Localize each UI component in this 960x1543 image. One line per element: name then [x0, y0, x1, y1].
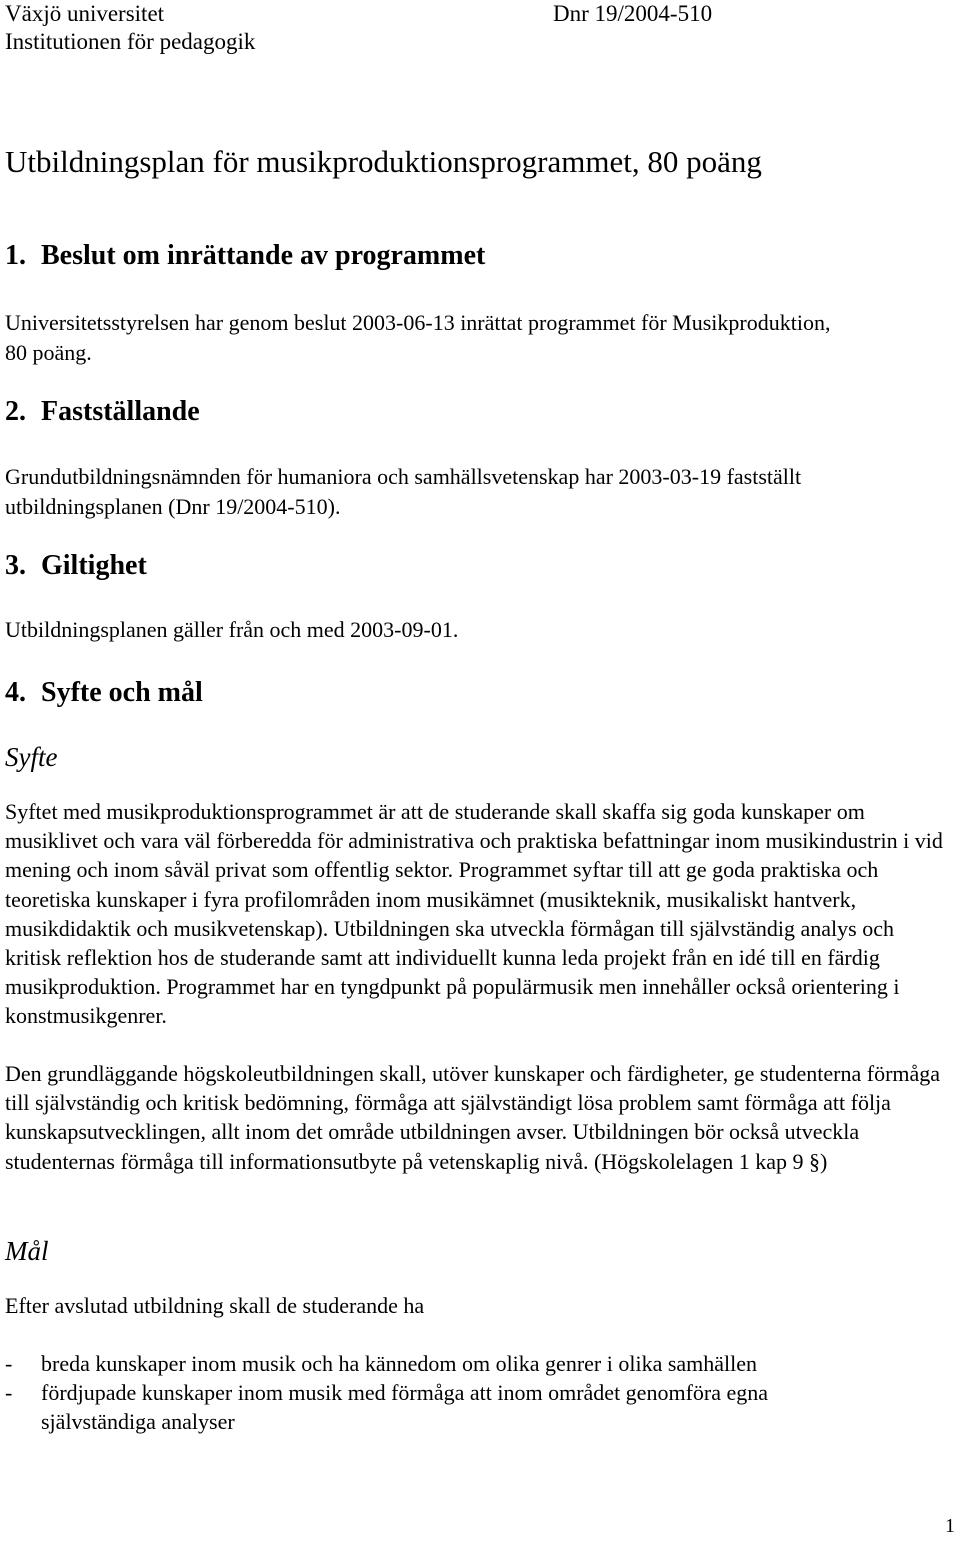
department-name: Institutionen för pedagogik	[5, 29, 256, 54]
section-number: 2.	[5, 396, 26, 427]
mal-intro: Efter avslutad utbildning skall de studerande ha	[5, 1293, 425, 1318]
section-1-text-line: Universitetsstyrelsen har genom beslut 2003-06-13 inrättat programmet för Musikproduktion,	[5, 310, 831, 335]
section-heading-4	[5, 676, 203, 710]
section-2-text-line: utbildningsplanen (Dnr 19/2004-510).	[5, 494, 341, 519]
section-number: 4.	[5, 677, 26, 708]
list-dash: -	[5, 1351, 13, 1376]
section-heading-3	[5, 549, 147, 583]
section-title: Syfte och mål	[41, 677, 203, 708]
syfte-paragraph-2: Den grundläggande högskoleutbildningen skall, utöver kunskaper och färdigheter, ge studenterna förmåga till självständig och kritisk bedömning, förmåga att självständigt lösa problem samt förmåga att följa kunskapsutvecklingen, allt inom det område utbildningen avser. Utbildningen bör också utveckla studenternas förmåga till informationsutbyte på vetenskaplig nivå. (Högskolelagen 1 kap 9 §)	[5, 1061, 941, 1174]
section-number: 3.	[5, 550, 26, 581]
syfte-paragraph-1: Syftet med musikproduktionsprogrammet är att de studerande skall skaffa sig goda kunskaper om musiklivet och vara väl förberedda för administrativa och praktiska befattningar inom musikindustrin i vid mening och inom såväl privat som offentlig sektor. Programmet syftar till att ge goda praktiska och teoretiska kunskaper i fyra profilområden inom musikämnet (musikteknik, musikaliskt hantverk, musikdidaktik och musikvetenskap). Utbildningen ska utveckla förmågan till självständig analys och kritisk reflektion hos de studerande samt att individuellt kunna leda projekt från en idé till en färdig musikproduktion. Programmet har en tyngdpunkt på populärmusik men innehåller också orientering i konstmusikgenrer.	[5, 799, 943, 1029]
list-item-text: breda kunskaper inom musik och ha kännedom om olika genrer i olika samhällen	[41, 1351, 758, 1376]
list-item	[5, 1349, 955, 1378]
section-3-text-line: Utbildningsplanen gäller från och med 2003-09-01.	[5, 617, 459, 642]
section-2-text-line: Grundutbildningsnämnden för humaniora och samhällsvetenskap har 2003-03-19 fastställt	[5, 464, 802, 489]
section-heading-2	[5, 395, 200, 429]
university-name: Växjö universitet	[5, 1, 165, 26]
section-title: Beslut om inrättande av programmet	[41, 240, 486, 271]
subheading-syfte: Syfte	[5, 742, 58, 772]
list-item	[5, 1378, 865, 1436]
reference-number: Dnr 19/2004-510	[553, 1, 713, 26]
section-number: 1.	[5, 240, 26, 271]
subheading-mal: Mål	[5, 1236, 49, 1266]
section-title: Fastställande	[41, 396, 200, 427]
page-number: 1	[945, 1515, 955, 1537]
list-item-text: fördjupade kunskaper inom musik med förmåga att inom området genomföra egna självständiga analyser	[41, 1380, 769, 1435]
section-1-text-line: 80 poäng.	[5, 340, 92, 365]
list-dash: -	[5, 1380, 13, 1405]
section-heading-1	[5, 239, 485, 273]
section-title: Giltighet	[41, 550, 147, 581]
document-title: Utbildningsplan för musikproduktionsprogrammet, 80 poäng	[5, 144, 762, 179]
